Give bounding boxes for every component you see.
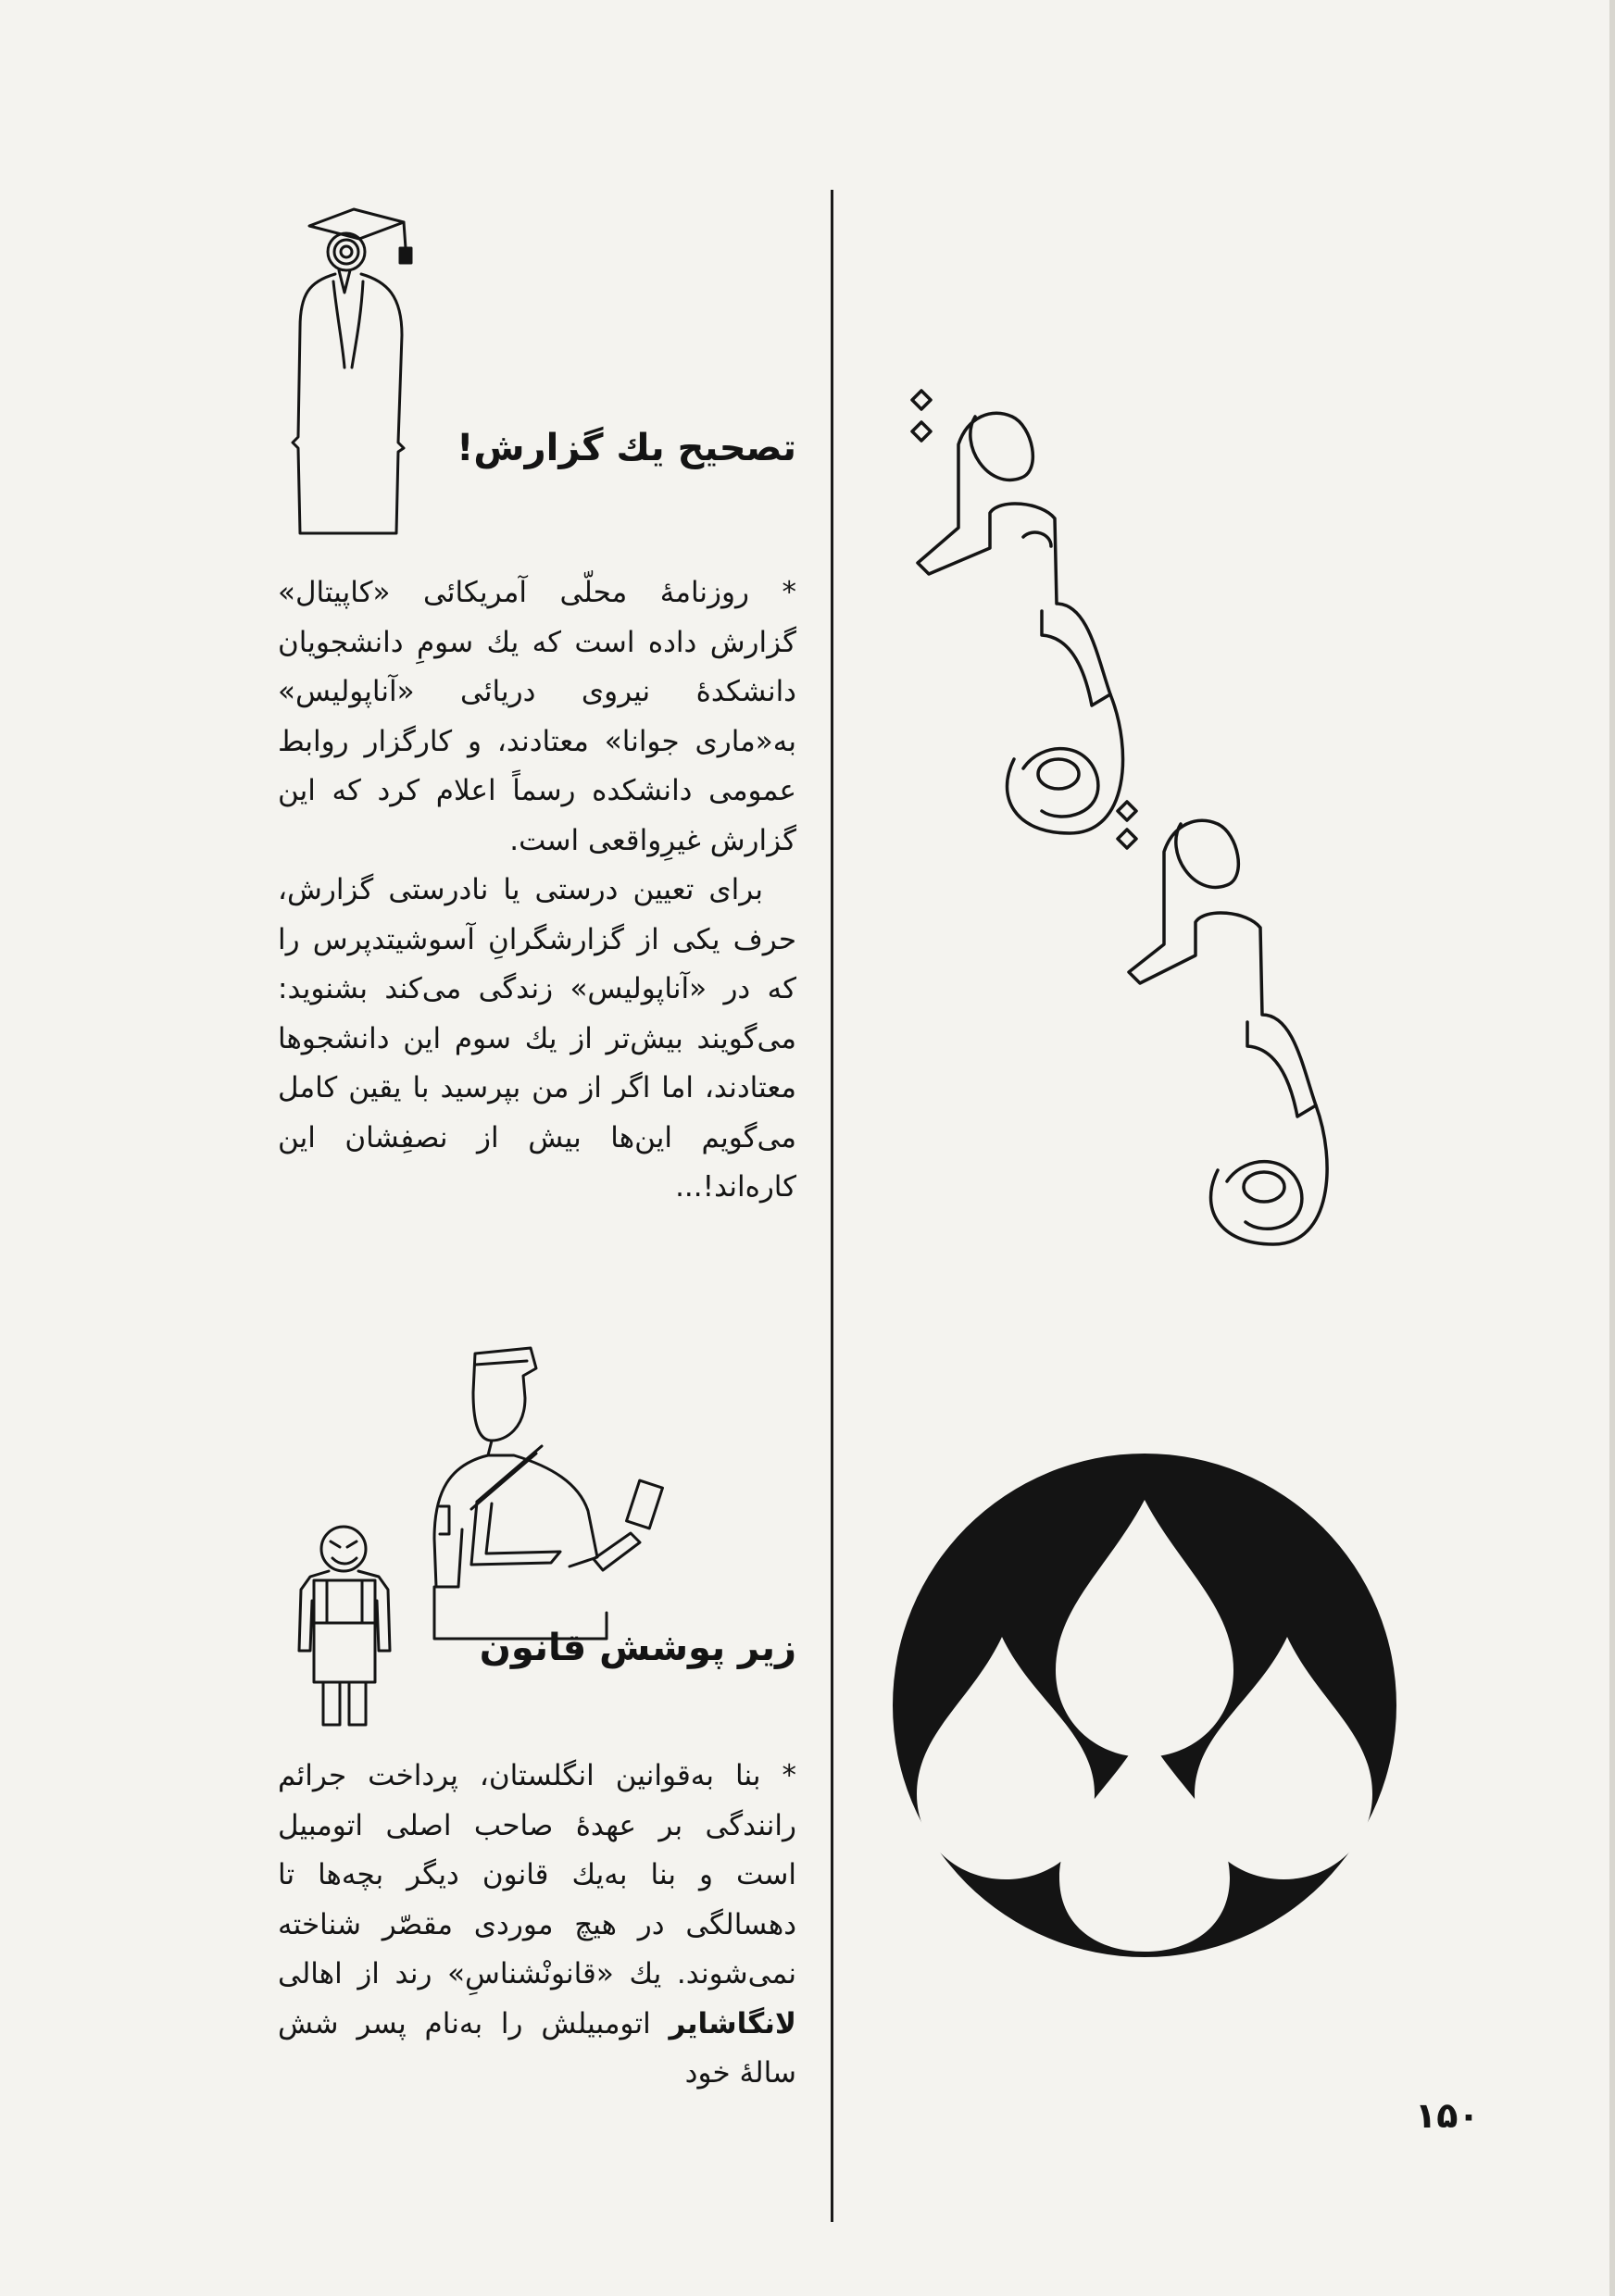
column-divider (831, 190, 833, 2222)
calligraphy-motif-icon (903, 389, 1347, 1259)
article1-para2: برای تعیین درستی یا نادرستی گزارش، حرف یکی از گزارشگرانِ آسوشیتدپرس را که در «آناپولیس» زندگی می‌کند بشنوید: می‌گویند بیش‌تر از یك سوم این دانشجوها معتادند، اما اگر از من بپرسید با یقین کامل می‌گویم این‌ها بیش از نصفِشان این کاره‌اند!... (278, 873, 796, 1204)
child-figure-icon (292, 1521, 403, 1736)
article1-body (278, 568, 796, 1213)
page-number: ۱۵۰ (1415, 2095, 1480, 2136)
article2-para1 (278, 1752, 796, 2099)
article1-para1: * روزنامهٔ محلّی آمریکائی «کاپیتال» گزارش داده است که یك سومِ دانشجویان دانشکدهٔ نیروی دریائی «آناپولیس» به«ماری جوانا» معتادند، و کارگزار روابط عمومی دانشکده رسماً اعلام کرد که این گزارش غیرِواقعی است. (278, 576, 796, 857)
graduate-figure-icon (289, 206, 428, 539)
article1-title: تصحیح یك گزارش! (457, 427, 796, 469)
article2-place-name: لانگاشایر (669, 2006, 796, 2040)
page-edge (1609, 0, 1615, 2296)
article2-body (278, 1752, 796, 2099)
sailor-figure-icon (421, 1344, 690, 1641)
droplet-circle-emblem-icon (891, 1452, 1398, 1959)
show-through-text (889, 259, 1371, 389)
article2-para1-start: * بنا به‌قوانین انگلستان، پرداخت جرائم رانندگی بر عهدهٔ صاحب اصلی اتومبیل است و بنا به‌یك قانون دیگر بچه‌ها تا دهسالگی در هیچ موردی مقصّر شناخته نمی‌شوند. یك «قانونْشناسِ» رند از اهالی (278, 1759, 796, 1990)
article2-para1-end: اتومبیلش را به‌نام پسر شش سالهٔ خود (278, 2006, 796, 2090)
article2-title: زیر پوشش قانون (479, 1627, 796, 1669)
